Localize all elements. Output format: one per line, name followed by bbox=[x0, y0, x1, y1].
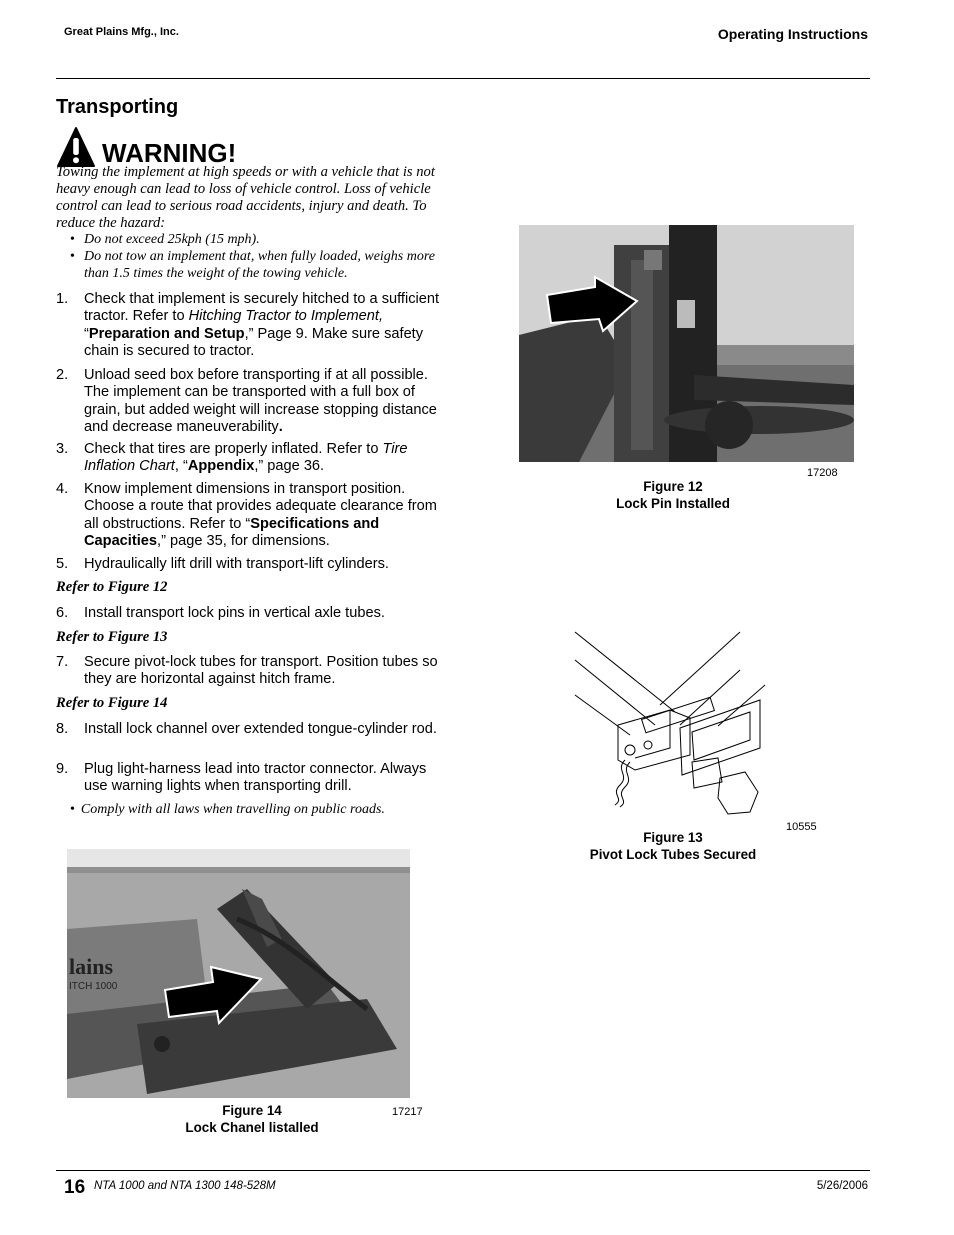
figure-14-id: 17217 bbox=[392, 1106, 423, 1118]
step-number: 8. bbox=[56, 721, 69, 737]
warning-bullet: • Do not exceed 25kph (15 mph). bbox=[70, 231, 450, 248]
header-rule bbox=[56, 78, 870, 79]
page-number: 16 bbox=[64, 1177, 86, 1198]
figure-13-id: 10555 bbox=[786, 821, 817, 833]
warning-heading bbox=[56, 124, 236, 168]
section-title: Transporting bbox=[56, 96, 179, 118]
step-2 bbox=[56, 367, 452, 436]
step-number: 3. bbox=[56, 441, 69, 457]
step-number: 6. bbox=[56, 605, 69, 621]
step-number: 5. bbox=[56, 556, 69, 572]
step-4 bbox=[56, 481, 452, 550]
step-text: Know implement dimensions in transport position. Choose a route that provides adequate clearance from all obstructions. Refer to “Specifications and Capacities,” page 35, for dimensions. bbox=[84, 481, 437, 549]
warning-text: Towing the implement at high speeds or with a vehicle that is not heavy enough can lead to loss of vehicle control. Loss of vehicle control can lead to serious road accidents, injury and death. To reduce the hazard: bbox=[56, 164, 435, 231]
figure-12-caption: Figure 12 Lock Pin Installed bbox=[616, 479, 730, 511]
fig14-decal-line2: ITCH 1000 bbox=[69, 981, 118, 992]
step-9 bbox=[56, 761, 452, 796]
step-number: 1. bbox=[56, 291, 69, 307]
step-text: Secure pivot-lock tubes for transport. Position tubes so they are horizontal against hitch frame. bbox=[84, 654, 438, 688]
warning-triangle-icon bbox=[56, 126, 96, 168]
section-header: Operating Instructions bbox=[717, 26, 868, 42]
warning-bullets bbox=[70, 231, 450, 282]
footer-date: 5/26/2006 bbox=[816, 1180, 868, 1192]
refer-figure-12: Refer to Figure 12 bbox=[56, 579, 168, 595]
comply-bullet: • Comply with all laws when travelling on public roads. bbox=[70, 802, 385, 817]
step-text: Plug light-harness lead into tractor connector. Always use warning lights when transporting drill. bbox=[84, 761, 427, 795]
step-3 bbox=[56, 441, 452, 476]
figure-14-photo bbox=[67, 849, 410, 1098]
step-number: 4. bbox=[56, 481, 69, 497]
step-text: Unload seed box before transporting if at all possible. The implement can be transported with a full box of grain, but added weight will increase stopping distance and decrease maneuverability. bbox=[84, 367, 437, 435]
model-number: NTA 1000 and NTA 1300 148-528M bbox=[94, 1180, 276, 1192]
warning-title: WARNING! bbox=[102, 138, 237, 168]
warning-bullet: • Do not tow an implement that, when fully loaded, weighs more than 1.5 times the weight of the towing vehicle. bbox=[70, 248, 450, 282]
step-text: Install lock channel over extended tongue-cylinder rod. bbox=[84, 721, 437, 737]
step-5 bbox=[56, 556, 452, 573]
footer-rule bbox=[56, 1170, 870, 1171]
step-text: Check that tires are properly inflated. Refer to Tire Inflation Chart, “Appendix,” page 36. bbox=[84, 441, 408, 475]
figure-13-caption: Figure 13 Pivot Lock Tubes Secured bbox=[589, 830, 757, 862]
step-text: Check that implement is securely hitched to a sufficient tractor. Refer to Hitching Tractor to Implement, “Preparation and Setup,” Page 9. Make sure safety chain is secured to tractor. bbox=[84, 291, 440, 359]
step-7 bbox=[56, 654, 452, 689]
step-8 bbox=[56, 721, 452, 738]
step-text: Install transport lock pins in vertical axle tubes. bbox=[84, 605, 385, 621]
fig14-decal-line1: lains bbox=[69, 954, 114, 979]
figure-13-drawing bbox=[570, 630, 770, 815]
step-number: 2. bbox=[56, 367, 69, 383]
figure-12-photo bbox=[519, 225, 854, 462]
step-text: Hydraulically lift drill with transport-lift cylinders. bbox=[84, 556, 389, 572]
step-number: 7. bbox=[56, 654, 69, 670]
step-number: 9. bbox=[56, 761, 69, 777]
step-6 bbox=[56, 605, 452, 622]
refer-figure-13: Refer to Figure 13 bbox=[56, 629, 168, 645]
figure-14-caption: Figure 14 Lock Chanel listalled bbox=[185, 1103, 319, 1135]
company-name: Great Plains Mfg., Inc. bbox=[64, 26, 179, 38]
figure-12-id: 17208 bbox=[807, 467, 838, 479]
refer-figure-14: Refer to Figure 14 bbox=[56, 695, 168, 711]
step-1 bbox=[56, 291, 452, 360]
